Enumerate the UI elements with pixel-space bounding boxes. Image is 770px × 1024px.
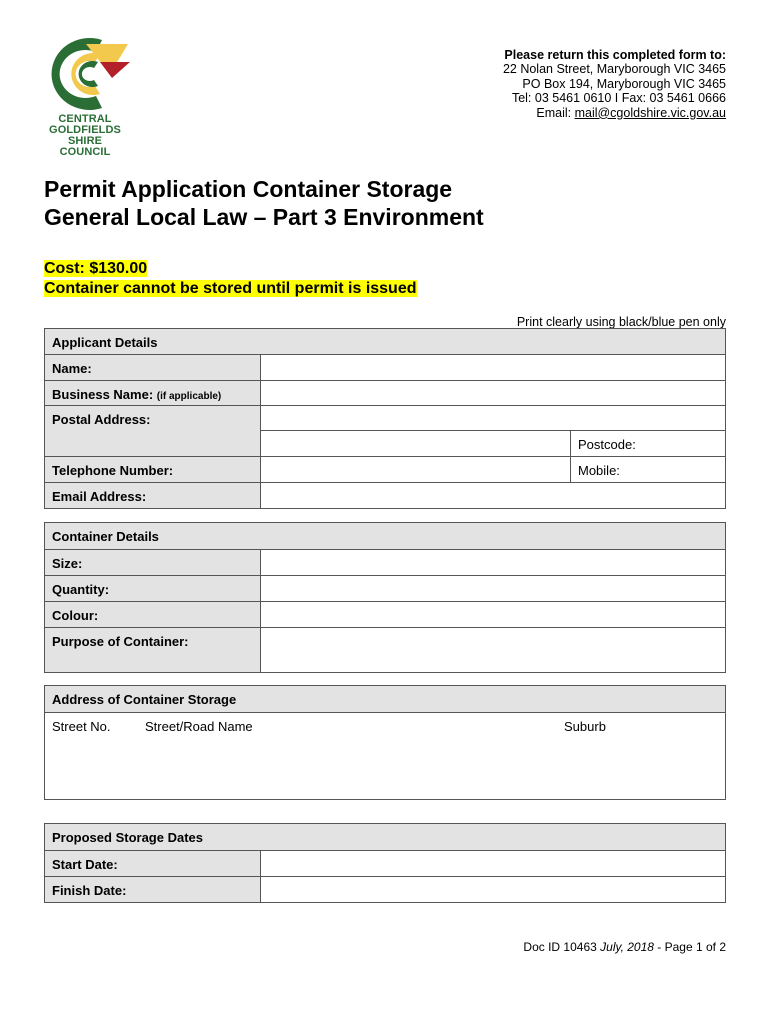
storage-address-table: [44, 685, 726, 800]
postal-address-label: Postal Address:: [45, 406, 261, 457]
suburb-label: Suburb: [564, 719, 606, 734]
dates-heading: Proposed Storage Dates: [45, 824, 726, 851]
applicant-details-table: [44, 328, 726, 509]
page-title: [44, 175, 484, 231]
storage-warning: Container cannot be stored until permit is issued: [44, 280, 417, 297]
quantity-field[interactable]: [261, 576, 726, 602]
email-label: Email:: [536, 105, 575, 120]
title-line-1: Permit Application Container Storage: [44, 176, 453, 202]
po-box-address: PO Box 194, Maryborough VIC 3465: [522, 76, 726, 91]
storage-dates-table: [44, 823, 726, 903]
purpose-label: Purpose of Container:: [45, 628, 261, 673]
address-heading: Address of Container Storage: [45, 686, 726, 713]
finish-date-label: Finish Date:: [45, 877, 261, 903]
telephone-label: Telephone Number:: [45, 457, 261, 483]
phone-fax: Tel: 03 5461 0610 I Fax: 03 5461 0666: [511, 91, 726, 106]
name-label: Name:: [45, 355, 261, 381]
mobile-label: Mobile:: [578, 463, 620, 478]
street-no-label: Street No.: [52, 719, 111, 734]
email-link[interactable]: mail@cgoldshire.vic.gov.au: [574, 105, 726, 120]
postcode-field[interactable]: [571, 431, 726, 457]
email-address-field[interactable]: [261, 483, 726, 509]
business-name-note: (if applicable): [156, 391, 222, 402]
postcode-label: Postcode:: [578, 437, 636, 452]
council-logo-text: CENTRAL GOLDFIELDS SHIRE COUNCIL: [49, 113, 121, 158]
cost-notice: [44, 259, 417, 299]
doc-id: Doc ID 10463: [523, 940, 601, 954]
finish-date-field[interactable]: [261, 877, 726, 903]
doc-date: July, 2018: [600, 940, 654, 954]
start-date-label: Start Date:: [45, 851, 261, 877]
storage-address-field[interactable]: [45, 713, 726, 800]
postal-address-field[interactable]: [261, 406, 726, 431]
page-number: - Page 1 of 2: [653, 940, 726, 954]
start-date-field[interactable]: [261, 851, 726, 877]
colour-label: Colour:: [45, 602, 261, 628]
applicant-heading: Applicant Details: [45, 329, 726, 355]
purpose-field[interactable]: [261, 628, 726, 673]
title-line-2: General Local Law – Part 3 Environment: [44, 204, 484, 230]
council-logo: [40, 34, 135, 159]
street-name-label: Street/Road Name: [145, 719, 253, 734]
container-heading: Container Details: [45, 523, 726, 550]
print-instructions: Print clearly using black/blue pen only: [516, 315, 726, 329]
business-name-field[interactable]: [261, 381, 726, 406]
business-name-label: Business Name: (if applicable): [45, 381, 261, 406]
return-address-block: [503, 48, 726, 120]
name-field[interactable]: [261, 355, 726, 381]
size-field[interactable]: [261, 550, 726, 576]
quantity-label: Quantity:: [45, 576, 261, 602]
size-label: Size:: [45, 550, 261, 576]
colour-field[interactable]: [261, 602, 726, 628]
return-heading: Please return this completed form to:: [504, 48, 726, 62]
email-address-label: Email Address:: [45, 483, 261, 509]
street-address: 22 Nolan Street, Maryborough VIC 3465: [502, 62, 726, 77]
mobile-field[interactable]: [571, 457, 726, 483]
council-emblem-icon: [40, 34, 135, 114]
telephone-field[interactable]: [261, 457, 571, 483]
cost-amount: Cost: $130.00: [44, 260, 148, 277]
container-details-table: [44, 522, 726, 673]
page-footer: [523, 940, 726, 954]
postal-address-field-2[interactable]: [261, 431, 571, 457]
email-line: [503, 106, 726, 120]
